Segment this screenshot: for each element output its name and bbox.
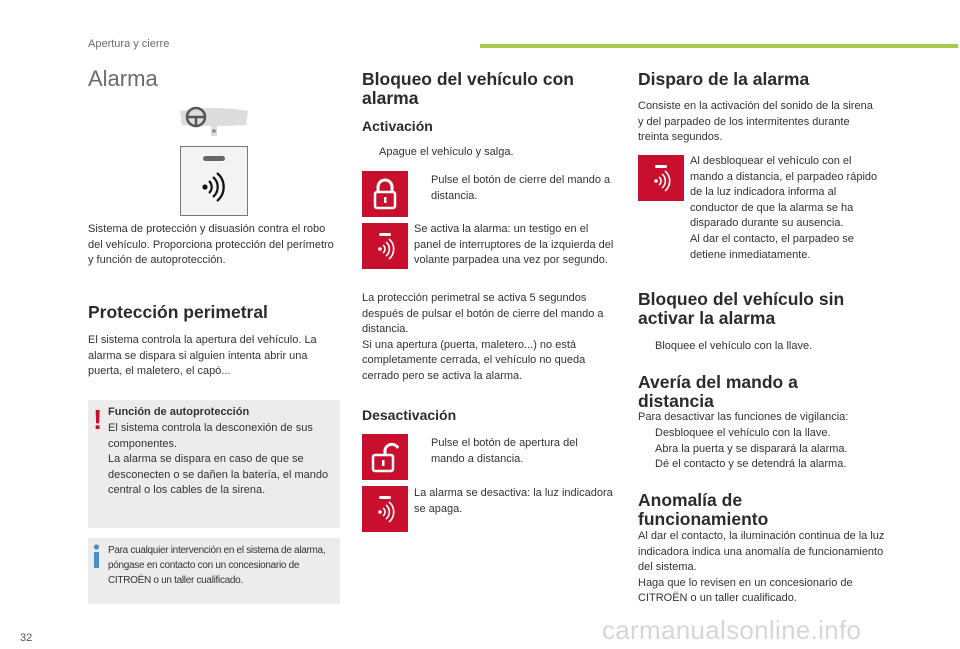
sin-alarma-title: Bloqueo del vehículo sin activar la alarma — [638, 289, 845, 328]
header-accent-bar — [480, 44, 958, 48]
perimetral-activation-text: La protección perimetral se activa 5 segundos después de pulsar el botón de cierre del mando a distancia. Si una apertura (puerta, maletero...) no está completamente cerrada, el vehículo no queda cerrado pero se activa la alarma. — [362, 292, 604, 382]
section-label: Apertura y cierre — [88, 38, 170, 50]
unlock-bullets — [414, 436, 614, 467]
page-title: Alarma — [88, 66, 158, 91]
averia-bullets — [638, 426, 888, 473]
info-box — [88, 538, 340, 604]
list-item: Bloquee el vehículo con la llave. — [655, 340, 813, 352]
desactivation-text: La alarma se desactiva: la luz indicadora se apaga. — [414, 487, 613, 515]
list-item: Desbloquee el vehículo con la llave. — [655, 427, 831, 439]
perimetral-text: El sistema controla la apertura del vehículo. La alarma se dispara si alguien intenta abrir una puerta, el maletero, el capó... — [88, 334, 317, 378]
lock-closed-icon — [362, 171, 408, 217]
lock-open-icon — [362, 434, 408, 480]
led-activation-text: Se activa la alarma: un testigo en el panel de interruptores de la izquierda del volante parpadea una vez por segundo. — [414, 223, 614, 267]
alarm-led-icon — [638, 155, 684, 201]
disparo-text: Consiste en la activación del sonido de la sirena y del parpadeo de los intermitentes durante treinta segundos. — [638, 100, 873, 144]
warning-text: El sistema controla la desconexión de sus componentes. La alarma se dispara en caso de que se desconecten o se dañen la batería, el mando central o los cables de la sirena. — [108, 422, 329, 497]
averia-text: Para desactivar las funciones de vigilancia: — [638, 411, 849, 423]
perimetral-title: Protección perimetral — [88, 302, 268, 322]
alarm-intro-text: Sistema de protección y disuasión contra el robo del vehículo. Proporciona protección del perímetro y función de autoprotección. — [88, 223, 334, 267]
sin-alarma-bullets — [638, 339, 888, 355]
info-text: Para cualquier intervención en el sistema de alarma, póngase en contacto con un concesionario de CITROËN o un taller cualificado. — [108, 545, 326, 586]
list-item: Apague el vehículo y salga. — [379, 146, 514, 158]
activacion-title: Activación — [362, 118, 433, 134]
list-item: Pulse el botón de apertura del mando a distancia. — [431, 437, 578, 465]
bloqueo-con-alarma-title: Bloqueo del vehículo con alarma — [362, 69, 574, 108]
watermark: carmanualsonline.info — [602, 615, 862, 645]
lock-bullets — [414, 173, 614, 204]
info-icon — [92, 544, 101, 573]
list-item: Abra la puerta y se disparará la alarma. — [655, 442, 848, 455]
activacion-bullets — [362, 145, 612, 161]
disparo-title: Disparo de la alarma — [638, 69, 810, 89]
alarm-led-icon — [362, 223, 408, 269]
page-number: 32 — [20, 632, 33, 644]
steering-mirror-icon — [178, 103, 250, 137]
disparo-led-text: Al desbloquear el vehículo con el mando a distancia, el parpadeo rápido de la luz indicadora informa al conductor de que la alarma se ha disparado durante su ausencia. Al dar el contacto, el parpadeo se detiene inmediatamente. — [690, 155, 878, 261]
warning-title: Función de autoprotección — [108, 406, 250, 418]
anomalia-text: Al dar el contacto, la iluminación continua de la luz indicadora indica una anomalía de funcionamiento del sistema. Haga que lo revisen en un concesionario de CITROËN o un taller cualificado. — [638, 530, 885, 605]
warning-icon: ! — [93, 404, 103, 435]
list-item: Dé el contacto y se detendrá la alarma. — [655, 458, 847, 471]
list-item: Pulse el botón de cierre del mando a distancia. — [431, 174, 611, 202]
averia-title: Avería del mando a distancia — [638, 372, 798, 411]
alarm-led-icon — [362, 486, 408, 532]
desactivacion-title: Desactivación — [362, 407, 457, 423]
anomalia-title: Anomalía de funcionamiento — [638, 490, 769, 529]
warning-box — [88, 400, 340, 528]
alarm-sensor-icon — [180, 146, 248, 216]
